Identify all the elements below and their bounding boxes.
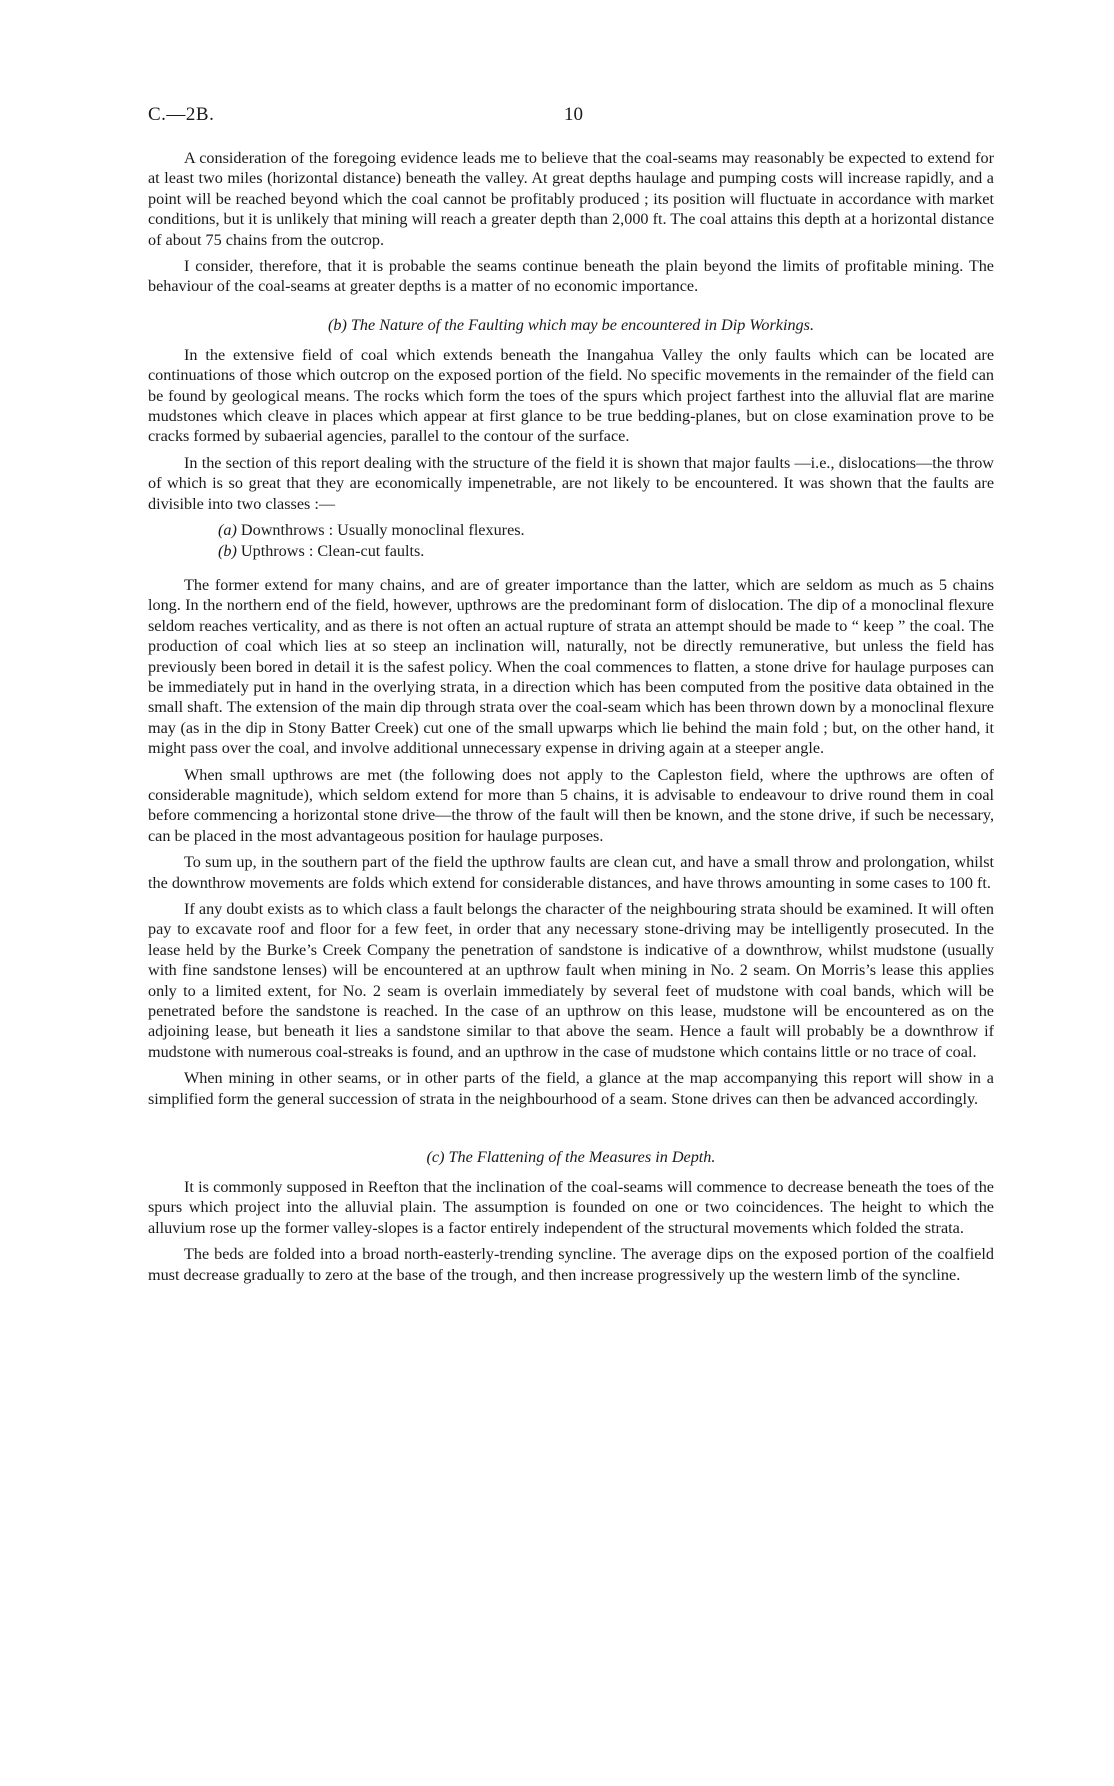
- section-c-paragraph-1: It is commonly supposed in Reefton that the inclination of the coal-seams will commence to decrease beneath the toes of the spurs which project into the alluvial plain. The assumption is founded on one or two coincidences. The height to which the alluvium rose up the former valley-slopes is a factor entirely independent of the structural movements which folded the strata.: [148, 1178, 994, 1237]
- list-item-label: (a): [218, 521, 237, 540]
- intro-paragraph-2: I consider, therefore, that it is probable the seams continue beneath the plain beyond the limits of profitable mining. The behaviour of the coal-seams at greater depths is a matter of no economic importance.: [148, 257, 994, 296]
- fault-classes-list: [148, 520, 994, 561]
- list-item-label: (b): [218, 541, 237, 560]
- document-page: [148, 96, 994, 1291]
- section-b-paragraph-6: If any doubt exists as to which class a fault belongs the character of the neighbouring strata should be examined. It will often pay to excavate roof and floor for a few feet, in order that any necessary stone-driving may be intelligently prosecuted. In the lease held by the Burke’s Creek Company the penetration of sandstone is indicative of a downthrow, whilst mudstone (usually with fine sandstone lenses) will be encountered at an upthrow fault when mining in No. 2 seam. On Morris’s lease this applies only to a limited extent, for No. 2 seam is overlain immediately by several feet of mudstone with coal bands, which will be penetrated before the sandstone is reached. In the case of an upthrow on this lease, mudstone will be encountered as on the adjoining lease, but beneath it lies a sandstone similar to that above the seam. Hence a fault will probably be a downthrow if mudstone with numerous coal-streaks is found, and an upthrow in the case of mudstone which contains little or no trace of coal.: [148, 900, 994, 1061]
- list-item: [148, 520, 994, 540]
- section-b-paragraph-4: When small upthrows are met (the following does not apply to the Capleston field, where the upthrows are often of considerable magnitude), which seldom extend for more than 5 chains, it is advisable to endeavour to drive round them in coal before commencing a horizontal stone drive—the throw of the fault will then be known, and the stone drive, if such be necessary, can be placed in the most advantageous position for haulage purposes.: [148, 765, 994, 845]
- list-item-text: Upthrows : Clean-cut faults.: [236, 541, 425, 560]
- section-b-paragraph-7: When mining in other seams, or in other parts of the field, a glance at the map accompanying this report will show in a simplified form the general succession of strata in the neighbourhood of a seam. Stone drives can then be advanced accordingly.: [148, 1069, 994, 1108]
- section-b-paragraph-2: In the section of this report dealing with the structure of the field it is shown that major faults —i.e., dislocations—the throw of which is so great that they are economically impenetrable, are not likely to be encountered. It was shown that the faults are divisible into two classes :—: [148, 453, 994, 513]
- section-c-paragraph-2: The beds are folded into a broad north-easterly-trending syncline. The average dips on the exposed portion of the coalfield must decrease gradually to zero at the base of the trough, and then increase progressively up the western limb of the syncline.: [148, 1245, 994, 1284]
- section-b-paragraph-3: The former extend for many chains, and are of greater importance than the latter, which are seldom as much as 5 chains long. In the northern end of the field, however, upthrows are the predominant form of dislocation. The dip of a monoclinal flexure seldom reaches verticality, and as there is not often an actual rupture of strata an attempt should be made to “ keep ” the coal. The production of coal which lies at so steep an inclination will, naturally, not be directly remunerative, but unless the field has previously been bored in detail it is the safest policy. When the coal commences to flatten, a stone drive for haulage purposes can be immediately put in hand in the overlying strata, in a direction which has been computed from the positive data obtained in the small shaft. The extension of the main dip through strata over the coal-seam which has been thrown down by a monoclinal flexure may (as in the dip in Stony Batter Creek) cut one of the small upwarps which lie behind the main fold ; but, on the other hand, it might pass over the coal, and involve additional unnecessary expense in driving again at a steeper angle.: [148, 575, 994, 758]
- page-number: 10: [564, 104, 583, 125]
- page-header: [148, 96, 994, 126]
- intro-paragraph-1: A consideration of the foregoing evidence leads me to believe that the coal-seams may reasonably be expected to extend for at least two miles (horizontal distance) beneath the valley. At great depths haulage and pumping costs will increase rapidly, and a point will be reached beyond which the coal cannot be profitably produced ; its position will fluctuate in accordance with market conditions, but it is unlikely that mining will reach a greater depth than 2,000 ft. The coal attains this depth at a horizontal distance of about 75 chains from the outcrop.: [148, 149, 994, 249]
- section-b-title: (b) The Nature of the Faulting which may be encountered in Dip Workings.: [327, 315, 814, 334]
- list-item-text: Downthrows : Usually monoclinal flexures.: [236, 521, 525, 540]
- document-reference: C.—2B.: [148, 104, 215, 125]
- list-item: [148, 541, 994, 561]
- section-b-paragraph-1: In the extensive field of coal which extends beneath the Inangahua Valley the only faults which can be located are continuations of those which outcrop on the exposed portion of the field. No specific movements in the remainder of the field can be found by geological means. The rocks which form the toes of the spurs which project farthest into the alluvial flat are marine mudstones which cleave in places which appear at first glance to be true bedding-planes, but on close examination prove to be cracks formed by subaerial agencies, parallel to the contour of the surface.: [148, 345, 994, 446]
- section-b-paragraph-5: To sum up, in the southern part of the field the upthrow faults are clean cut, and have a small throw and prolongation, whilst the downthrow movements are folds which extend for considerable distances, and have throws amounting in some cases to 100 ft.: [148, 853, 994, 892]
- section-c-title: (c) The Flattening of the Measures in Depth.: [426, 1148, 716, 1167]
